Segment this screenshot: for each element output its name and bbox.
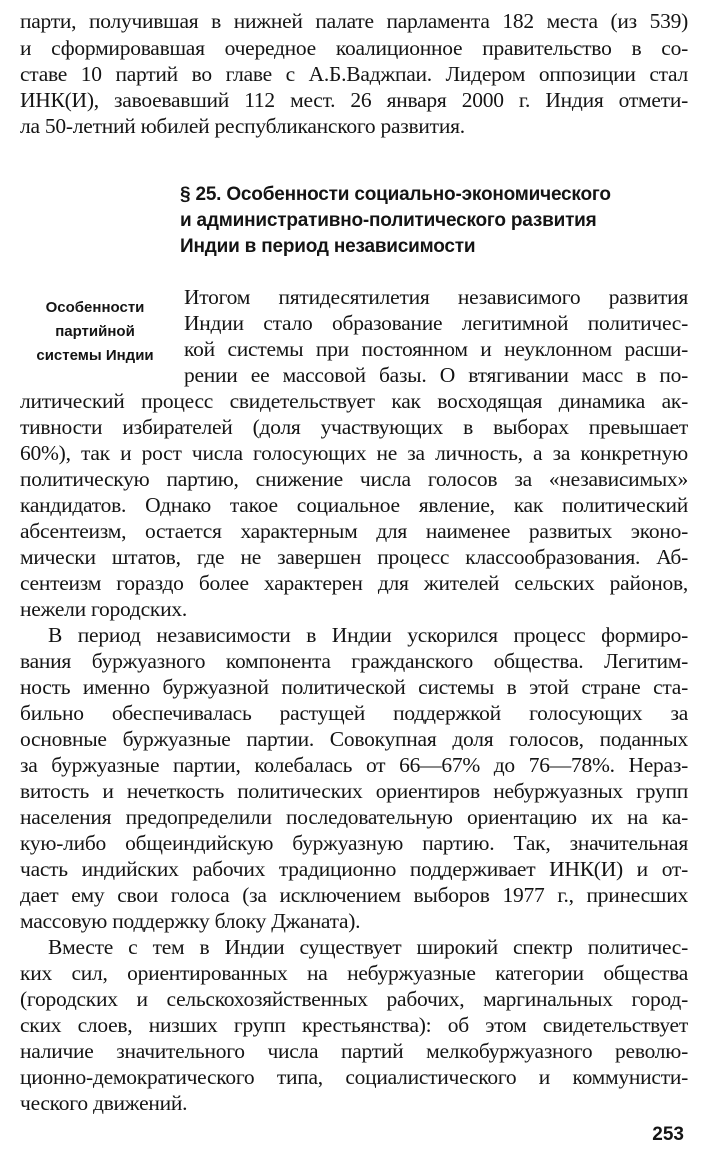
text-line: витость и нечеткость политических ориентиров небуржуазных групп: [20, 779, 688, 803]
text-line: ность именно буржуазной политической системы в этой стране ста-: [20, 675, 688, 699]
text-line: кандидатов. Однако такое социальное явление, как политический: [20, 493, 688, 517]
text-line: наличие значительного числа партий мелкобуржуазного револю-: [20, 1039, 688, 1063]
text-line: парти, получившая в нижней палате парламента 182 места (из 539): [20, 9, 688, 33]
text-line: основные буржуазные партии. Совокупная доля голосов, поданных: [20, 727, 688, 751]
text-line: политическую партию, снижение числа голосов за «независимых»: [20, 467, 688, 491]
text-line: (городских и сельскохозяйственных рабочих, маргинальных город-: [20, 987, 688, 1011]
text-line: ких сил, ориентированных на небуржуазные категории общества: [20, 961, 688, 985]
text-line: ческого движений.: [20, 1091, 188, 1115]
heading-line: и административно-политического развития: [180, 210, 597, 231]
text-line: сентеизм гораздо более характерен для жителей сельских районов,: [20, 571, 688, 595]
text-line: и сформировавшая очередное коалиционное правительство в со-: [20, 36, 688, 60]
margin-note-line: Особенности: [45, 299, 145, 316]
text-line: дает ему свои голоса (за исключением выборов 1977 г., принесших: [20, 883, 688, 907]
text-line: массовую поддержку блоку Джаната).: [20, 909, 361, 933]
text-line: часть индийских рабочих традиционно поддерживает ИНК(И) и от-: [20, 857, 688, 881]
text-line: ционно-демократического типа, социалистического и коммунисти-: [20, 1065, 688, 1089]
text-line: ских слоев, низших групп крестьянства): об этом свидетельствует: [20, 1013, 688, 1037]
text-line: ла 50-летний юбилей республиканского развития.: [20, 114, 465, 138]
text-line: абсентеизм, остается характерным для наименее развитых эконо-: [20, 519, 688, 543]
text-line: Итогом пятидесятилетия независимого развития: [184, 285, 688, 309]
text-line: мически штатов, где не завершен процесс классообразования. Аб-: [20, 545, 688, 569]
text-line: литический процесс свидетельствует как восходящая динамика ак-: [20, 389, 688, 413]
text-line: бильно обеспечивалась растущей поддержкой голосующих за: [20, 701, 688, 725]
text-line: населения предопределили последовательную ориентацию их на ка-: [20, 805, 688, 829]
text-line: кой системы при постоянном и неуклонном расши-: [184, 337, 688, 361]
text-line: ставе 10 партий во главе с А.Б.Ваджпаи. Лидером оппозиции стал: [20, 62, 688, 86]
text-line: вания буржуазного компонента гражданского общества. Легитим-: [20, 649, 688, 673]
page-number: 253: [652, 1124, 684, 1145]
heading-line: Индии в период независимости: [180, 236, 476, 257]
text-line: В период независимости в Индии ускорился процесс формиро-: [48, 623, 688, 647]
text-line: ИНК(И), завоевавший 112 мест. 26 января 2000 г. Индия отмети-: [20, 88, 688, 112]
text-line: нежели городских.: [20, 597, 187, 621]
text-line: кую-либо общеиндийскую буржуазную партию. Так, значительная: [20, 831, 688, 855]
heading-line: § 25. Особенности социально-экономического: [180, 184, 611, 205]
text-line: Вместе с тем в Индии существует широкий спектр политичес-: [48, 935, 688, 959]
text-line: Индии стало образование легитимной политичес-: [184, 311, 688, 335]
text-line: тивности избирателей (доля участвующих в выборах превышает: [20, 415, 688, 439]
text-line: за буржуазные партии, колебалась от 66—67% до 76—78%. Нераз-: [20, 753, 688, 777]
text-line: 60%), так и рост числа голосующих не за личность, а за конкретную: [20, 441, 688, 465]
margin-note-line: партийной: [55, 323, 135, 340]
margin-note: [20, 296, 170, 368]
section-heading: [180, 182, 680, 260]
margin-note-line: системы Индии: [36, 347, 154, 364]
text-line: рении ее массовой базы. О втягивании масс в по-: [184, 363, 688, 387]
